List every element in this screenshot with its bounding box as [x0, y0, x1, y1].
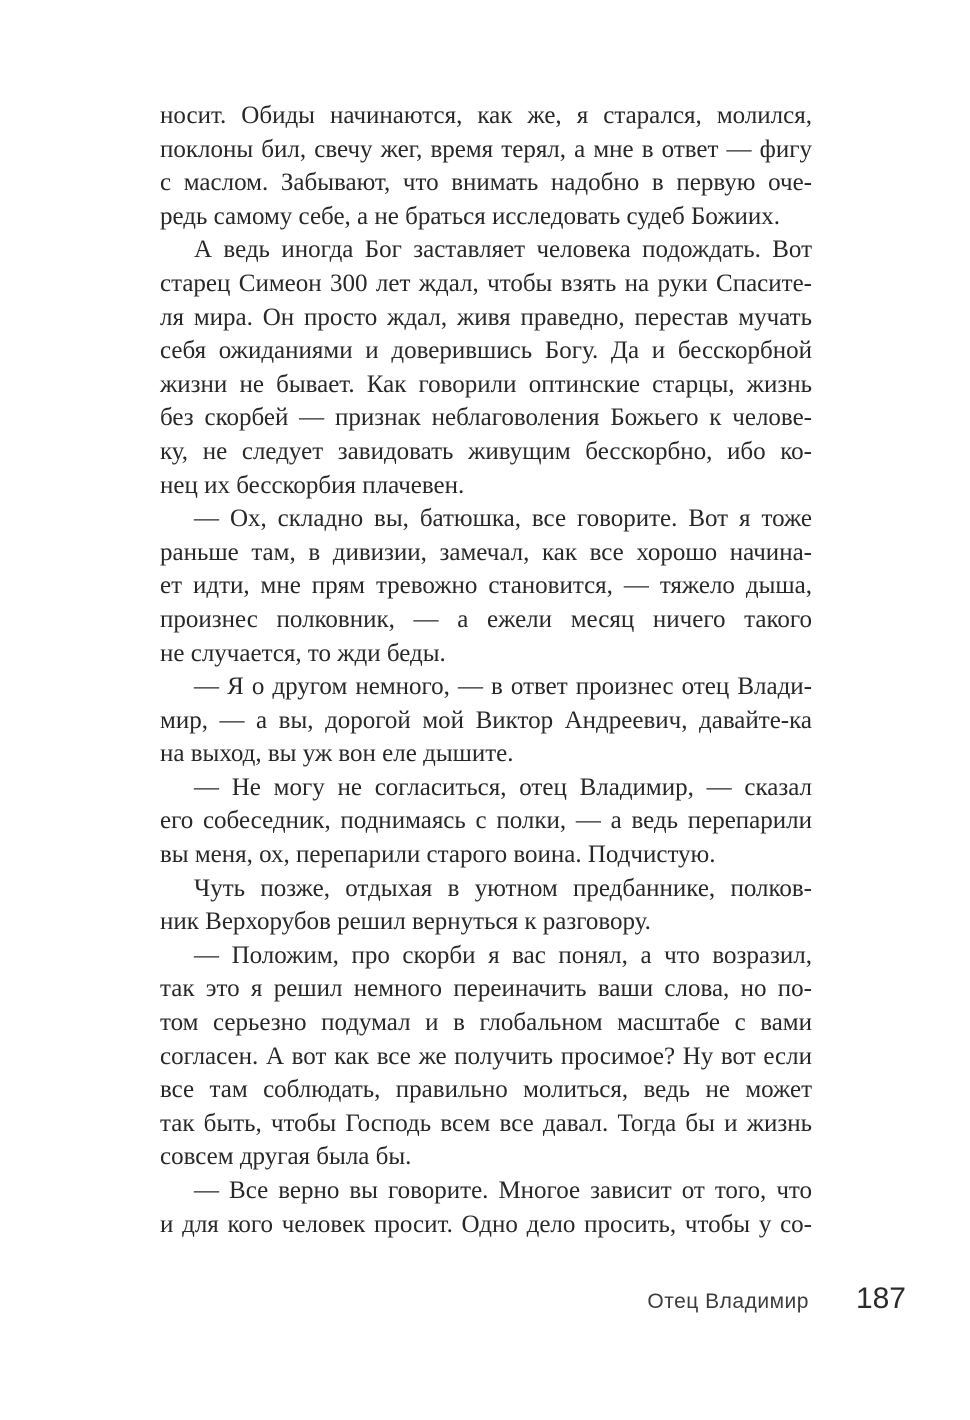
text-line: Чуть позже, отдыхая в уютном предбаннике, полков- — [194, 874, 812, 902]
text-line: ет идти, мне прям тревожно становится, — тяжело дыша, — [160, 572, 812, 600]
text-line: — Все верно вы говорите. Многое зависит от того, что — [194, 1177, 812, 1204]
text-line: раньше там, в дивизии, замечал, как все хорошо начина- — [160, 538, 812, 566]
text-line: — Положим, про скорби я вас понял, а что возразил, — [194, 941, 812, 969]
text-line: так это я решил немного переиначить ваши слова, но по- — [160, 975, 812, 1003]
text-line: — Не могу не согласиться, отец Владимир, — сказал — [194, 773, 812, 801]
text-line: старец Симеон 300 лет ждал, чтобы взять на руки Спасите- — [160, 269, 812, 297]
text-line: его собеседник, поднимаясь с полки, — а ведь перепарили — [160, 807, 812, 835]
page-number: 187 — [855, 1282, 906, 1315]
text-line: жизни не бывает. Как говорили оптинские старцы, жизнь — [160, 370, 812, 398]
text-line: и для кого человек просит. Одно дело просить, чтобы у со- — [160, 1210, 812, 1238]
running-title: Отец Владимир — [647, 1290, 809, 1313]
text-line: без скорбей — признак неблаговоления Божьего к челове- — [160, 404, 812, 432]
text-line: нец их бесскорбия плачевен. — [160, 471, 465, 499]
text-line: не случается, то жди беды. — [160, 639, 446, 667]
text-line: вы меня, ох, перепарили старого воина. Подчистую. — [160, 841, 716, 869]
text-line: ник Верхорубов решил вернуться к разговору. — [160, 908, 651, 936]
text-line: на выход, вы уж вон еле дышите. — [160, 740, 514, 768]
text-line: с маслом. Забывают, что внимать надобно в первую оче- — [160, 169, 812, 197]
text-line: согласен. А вот как все же получить просимое? Ну вот если — [160, 1042, 812, 1070]
text-line: — Я о другом немного, — в ответ произнес отец Влади- — [194, 673, 812, 701]
text-line: мир, — а вы, дорогой мой Виктор Андреевич, давайте-ка — [160, 706, 812, 734]
text-line: себя ожиданиями и доверившись Богу. Да и бесскорбной — [160, 337, 812, 365]
text-line: — Ох, складно вы, батюшка, все говорите. Вот я тоже — [194, 505, 812, 533]
text-block — [160, 99, 812, 1241]
text-line: произнес полковник, — а ежели месяц ничего такого — [160, 605, 812, 633]
text-line: редь самому себе, а не браться исследовать судеб Божиих. — [160, 202, 780, 230]
text-line: А ведь иногда Бог заставляет человека подождать. Вот — [194, 236, 812, 264]
text-line: так быть, чтобы Господь всем все давал. Тогда бы и жизнь — [160, 1109, 812, 1137]
text-line: поклоны бил, свечу жег, время терял, а мне в ответ — фигу — [160, 135, 812, 163]
text-line: носит. Обиды начинаются, как же, я старался, молился, — [160, 102, 812, 129]
text-line: все там соблюдать, правильно молиться, ведь не может — [160, 1076, 812, 1104]
text-line: ля мира. Он просто ждал, живя праведно, перестав мучать — [160, 303, 812, 331]
text-line: совсем другая была бы. — [160, 1143, 412, 1171]
page-footer — [160, 1282, 906, 1316]
text-line: том серьезно подумал и в глобальном масштабе с вами — [160, 1009, 812, 1037]
text-line: ку, не следует завидовать живущим бесскорбно, ибо ко- — [160, 437, 812, 465]
